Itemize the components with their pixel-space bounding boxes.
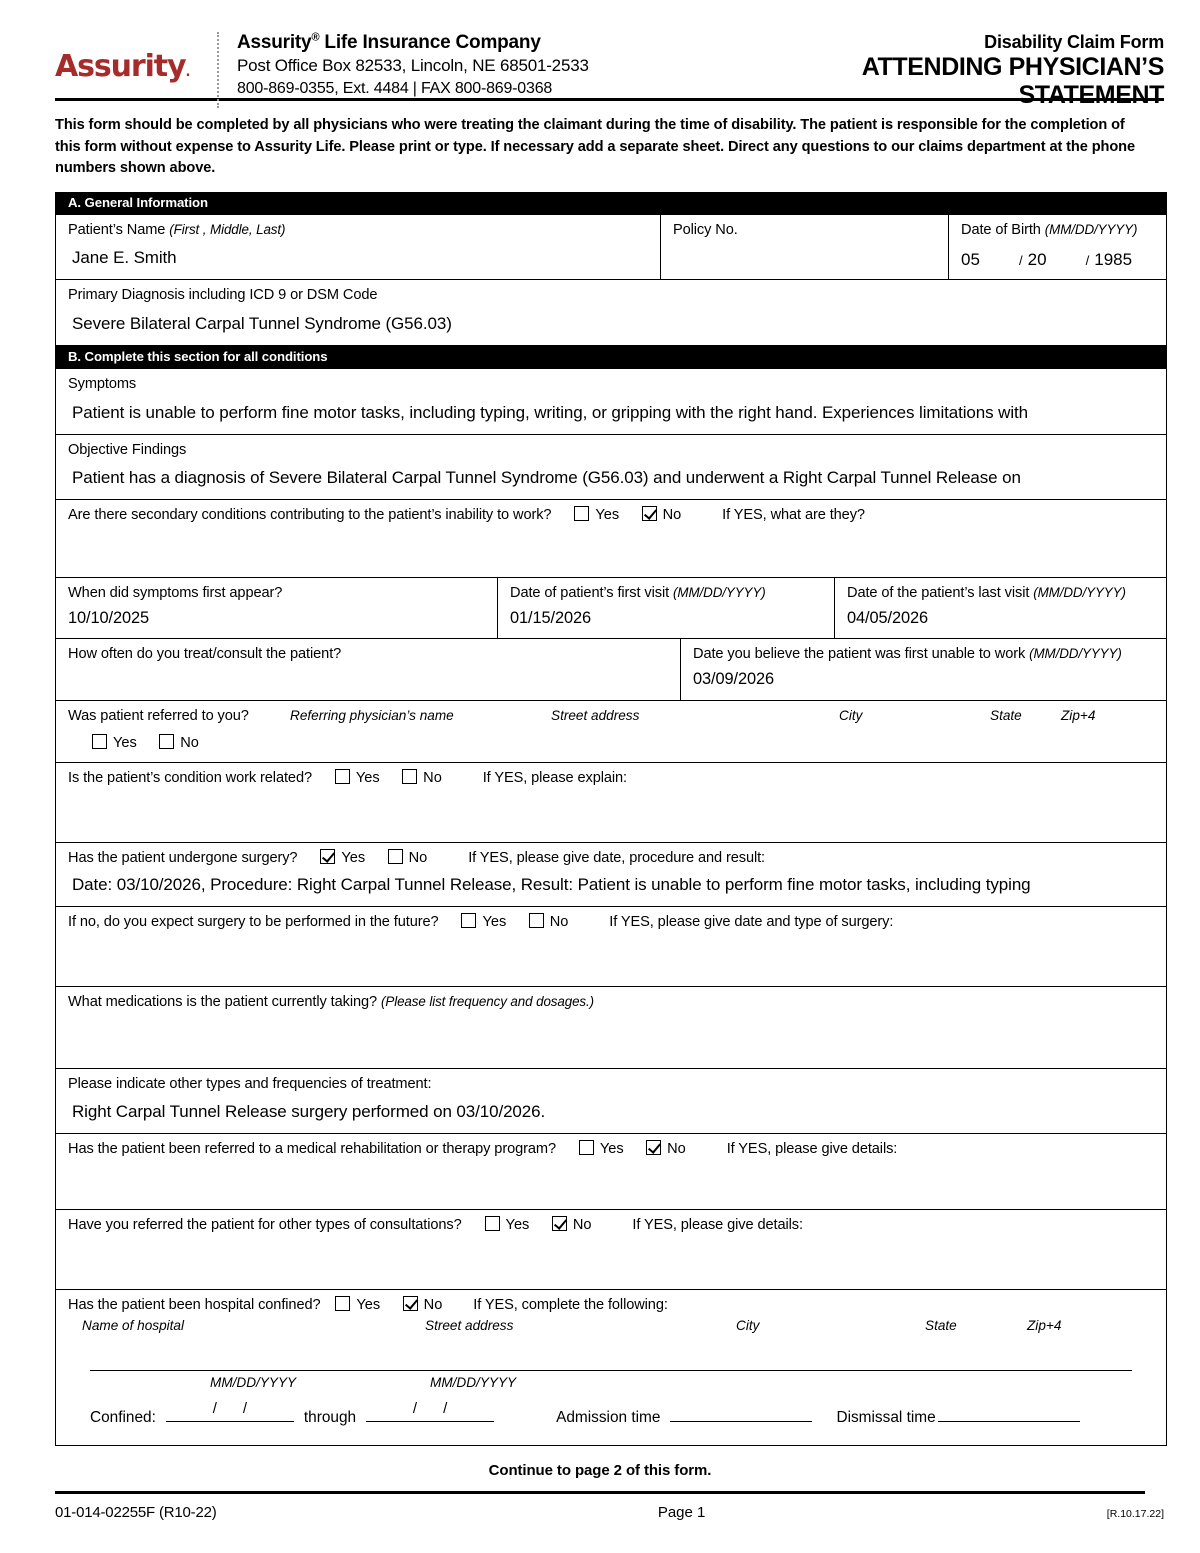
surgery-no-checkbox[interactable] (388, 849, 403, 864)
cell-consultations[interactable] (56, 1210, 1166, 1289)
admission-time-input[interactable] (670, 1403, 812, 1422)
consultations-no-label: No (572, 1217, 592, 1234)
hospital-no-label: No (423, 1297, 443, 1314)
cell-policy-no[interactable] (660, 215, 948, 280)
dismissal-time-input[interactable] (938, 1403, 1080, 1422)
secondary-no-label: No (662, 507, 682, 524)
dob-slash-1: / (1019, 253, 1023, 269)
symptoms-label: Symptoms (68, 376, 137, 393)
referred-no-checkbox[interactable] (159, 734, 174, 749)
instructions-paragraph: This form should be completed by all physicians who were treating the claimant during the time of disability. The patient is responsible for the completion of this form without expense to Assurity Life. Please print or type. If necessary add a separate sheet. Direct any questions to our claims department at the phone numbers shown above. (55, 117, 1135, 177)
company-name: Assurity (237, 32, 312, 53)
referred-no-label: No (180, 735, 199, 751)
symptoms-first-label: When did symptoms first appear? (68, 585, 283, 602)
surgery-question: Has the patient undergone surgery? (68, 850, 298, 866)
confined-from-hint: MM/DD/YYYY (210, 1375, 297, 1391)
dob-year-value: 1985 (1094, 250, 1133, 270)
footer-rule (55, 1491, 1145, 1494)
cell-how-often[interactable] (56, 639, 680, 700)
cell-other-treatment[interactable] (56, 1069, 1166, 1134)
how-often-label: How often do you treat/consult the patient? (68, 646, 342, 663)
future-surgery-followup-label: If YES, please give date and type of surgery: (609, 913, 894, 930)
through-label: through (303, 1409, 357, 1427)
form-title-block (862, 30, 1164, 110)
hospital-yes-option[interactable] (335, 1296, 382, 1313)
work-related-no-option[interactable] (402, 769, 444, 786)
row-secondary-conditions[interactable] (56, 499, 1166, 577)
hospital-street-header: Street address (425, 1318, 514, 1334)
referral-city-header: City (839, 708, 863, 723)
hospital-city-header: City (736, 1318, 760, 1334)
secondary-yes-label: Yes (595, 507, 620, 524)
row-rehab-referral[interactable] (56, 1133, 1166, 1209)
policy-no-value (673, 240, 948, 247)
rehab-no-option[interactable] (646, 1140, 688, 1157)
work-related-question: Is the patient’s condition work related? (68, 770, 312, 786)
surgery-yes-checkbox[interactable] (320, 849, 335, 864)
row-objective-findings[interactable] (56, 434, 1166, 500)
form-kicker: Disability Claim Form (984, 32, 1164, 52)
other-treatment-value: Right Carpal Tunnel Release surgery performed on 03/10/2026. (72, 1102, 546, 1122)
cell-symptoms-first-appear[interactable] (56, 578, 497, 638)
confinement-date-hints (68, 1375, 1154, 1401)
dob-month-value: 05 (961, 250, 980, 270)
cell-symptoms[interactable] (56, 369, 1166, 434)
surgery-followup-label: If YES, please give date, procedure and result: (468, 850, 766, 866)
cell-last-visit[interactable] (834, 578, 1166, 638)
future-surgery-yes-label: Yes (482, 913, 507, 930)
cell-primary-diagnosis[interactable] (56, 280, 1166, 345)
section-b-heading: B. Complete this section for all conditions (56, 345, 1166, 368)
cell-patient-name[interactable] (56, 215, 660, 280)
surgery-yes-label: Yes (341, 850, 366, 866)
confined-from-slashes: // (212, 1400, 274, 1418)
row-primary-diagnosis[interactable] (56, 279, 1166, 345)
cell-first-visit[interactable] (497, 578, 834, 638)
consultations-yes-checkbox[interactable] (485, 1216, 500, 1231)
form-table (55, 192, 1167, 1446)
work-related-yes-option[interactable] (335, 769, 382, 786)
row-visit-dates (56, 577, 1166, 638)
referral-state-header: State (990, 708, 1022, 723)
other-treatment-label: Please indicate other types and frequencies of treatment: (68, 1075, 432, 1092)
dob-hint: (MM/DD/YYYY) (1044, 221, 1138, 237)
row-patient-identity (56, 214, 1166, 280)
future-surgery-no-label: No (549, 913, 569, 930)
company-name-rest: Life Insurance Company (319, 32, 541, 53)
rehab-answer-value (68, 1158, 1166, 1165)
surgery-no-label: No (408, 850, 428, 866)
first-visit-hint: (MM/DD/YYYY) (673, 585, 766, 601)
referral-street-header: Street address (551, 708, 640, 723)
admission-time-label: Admission time (556, 1409, 661, 1427)
row-medications[interactable] (56, 986, 1166, 1068)
referred-yes-option[interactable] (92, 734, 139, 751)
hospital-zip-header: Zip+4 (1027, 1318, 1062, 1334)
confinement-dates-row (68, 1401, 1154, 1439)
dob-day-value: 20 (1027, 250, 1047, 270)
cell-work-related[interactable] (56, 763, 1166, 842)
page-footer (55, 1504, 1164, 1521)
referral-zip-header: Zip+4 (1061, 708, 1096, 723)
row-other-treatment[interactable] (56, 1068, 1166, 1134)
policy-no-label: Policy No. (673, 221, 738, 238)
symptoms-value: Patient is unable to perform fine motor tasks, including typing, writing, or gripping with the right hand. Experiences limitations with (72, 402, 1028, 422)
company-block (219, 30, 862, 99)
unable-work-label: Date you believe the patient was first unable to work (693, 646, 1026, 663)
hospital-no-option[interactable] (403, 1296, 445, 1313)
medications-label: What medications is the patient currently taking? (68, 993, 378, 1010)
form-title-line1: ATTENDING PHYSICIAN’S (861, 52, 1164, 81)
row-referral[interactable] (56, 700, 1166, 762)
referred-yes-checkbox[interactable] (92, 734, 107, 749)
hospital-no-checkbox[interactable] (403, 1296, 418, 1311)
consultations-yes-option[interactable] (485, 1216, 532, 1233)
first-visit-value: 01/15/2026 (510, 609, 592, 628)
last-visit-hint: (MM/DD/YYYY) (1033, 585, 1126, 601)
confined-to-slashes: // (412, 1400, 474, 1418)
registered-trademark-icon: ® (311, 31, 320, 44)
row-surgery[interactable] (56, 842, 1166, 906)
confined-from-input[interactable] (166, 1400, 294, 1422)
work-related-yes-label: Yes (355, 770, 380, 786)
dismissal-time-label: Dismissal time (836, 1409, 936, 1427)
diagnosis-value: Severe Bilateral Carpal Tunnel Syndrome (G56.03) (72, 314, 452, 334)
rehab-no-label: No (667, 1141, 686, 1158)
consultations-yes-label: Yes (505, 1217, 530, 1234)
objective-findings-label: Objective Findings (68, 441, 187, 458)
future-surgery-no-option[interactable] (529, 913, 571, 930)
dob-label: Date of Birth (961, 221, 1041, 238)
secondary-yes-checkbox[interactable] (574, 506, 589, 521)
surgery-no-option[interactable] (388, 849, 430, 866)
confined-to-input[interactable] (366, 1400, 494, 1422)
work-related-yes-checkbox[interactable] (335, 769, 350, 784)
future-surgery-yes-checkbox[interactable] (461, 913, 476, 928)
hospital-question: Has the patient been hospital confined? (68, 1297, 321, 1314)
last-visit-value: 04/05/2026 (847, 609, 929, 628)
section-a-heading: A. General Information (56, 192, 1166, 214)
referred-no-option[interactable] (159, 734, 201, 751)
page-number: Page 1 (657, 1504, 706, 1522)
rehab-question: Has the patient been referred to a medical rehabilitation or therapy program? (68, 1141, 556, 1158)
hospital-address-input-line[interactable] (90, 1370, 1132, 1371)
cell-first-unable-to-work[interactable] (680, 639, 1166, 700)
continue-notice: Continue to page 2 of this form. (488, 1462, 712, 1480)
referred-yes-label: Yes (113, 735, 137, 751)
page-header (0, 0, 1200, 110)
cell-hospital-confinement[interactable] (56, 1290, 1166, 1445)
patient-name-hint: (First , Middle, Last) (169, 221, 286, 237)
company-address: Post Office Box 82533, Lincoln, NE 68501-2533 (237, 56, 589, 76)
row-symptoms[interactable] (56, 368, 1166, 434)
rehab-yes-label: Yes (599, 1141, 624, 1158)
logo-registered-icon: . (185, 65, 190, 80)
medications-value (68, 1013, 1166, 1020)
work-related-followup-label: If YES, please explain: (482, 770, 627, 786)
row-consultations[interactable] (56, 1209, 1166, 1289)
cell-objective-findings[interactable] (56, 435, 1166, 500)
consultations-followup-label: If YES, please give details: (632, 1217, 803, 1234)
medications-hint: (Please list frequency and dosages.) (381, 993, 595, 1009)
symptoms-first-value: 10/10/2025 (68, 609, 150, 628)
hospital-name-header: Name of hospital (82, 1318, 185, 1334)
secondary-no-checkbox[interactable] (642, 506, 657, 521)
row-hospital-confinement[interactable] (56, 1289, 1166, 1445)
rehab-followup-label: If YES, please give details: (726, 1141, 898, 1158)
objective-findings-value: Patient has a diagnosis of Severe Bilateral Carpal Tunnel Syndrome (G56.03) and underwent a Right Carpal Tunnel Release on (72, 468, 1021, 488)
surgery-answer-value: Date: 03/10/2026, Procedure: Right Carpal Tunnel Release, Result: Patient is unable to perform fine motor tasks, including typing (72, 875, 1031, 894)
cell-surgery[interactable] (56, 843, 1166, 906)
work-related-no-label: No (423, 770, 442, 786)
how-often-value (68, 665, 680, 668)
secondary-conditions-question: Are there secondary conditions contributing to the patient’s inability to work? (68, 507, 552, 524)
row-treatment-frequency (56, 638, 1166, 700)
cell-secondary-conditions[interactable] (56, 500, 1166, 577)
cell-future-surgery[interactable] (56, 907, 1166, 986)
referred-question: Was patient referred to you? (68, 708, 249, 724)
work-related-no-checkbox[interactable] (402, 769, 417, 784)
first-visit-label: Date of patient’s first visit (510, 585, 670, 602)
hospital-yes-checkbox[interactable] (335, 1296, 350, 1311)
patient-name-value: Jane E. Smith (72, 248, 177, 268)
rehab-no-checkbox[interactable] (646, 1140, 661, 1155)
future-surgery-question: If no, do you expect surgery to be performed in the future? (68, 913, 439, 930)
hospital-column-headers (68, 1318, 1154, 1342)
consultations-question: Have you referred the patient for other types of consultations? (68, 1217, 462, 1234)
consultations-no-checkbox[interactable] (552, 1216, 567, 1231)
hospital-followup-label: If YES, complete the following: (473, 1297, 668, 1314)
secondary-followup-label: If YES, what are they? (722, 507, 865, 524)
row-work-related[interactable] (56, 762, 1166, 842)
company-phone: 800-869-0355, Ext. 4484 | FAX 800-869-0368 (237, 79, 553, 97)
future-surgery-answer-value (68, 931, 1166, 938)
future-surgery-yes-option[interactable] (461, 913, 508, 930)
form-number: 01-014-02255F (R10-22) (55, 1504, 217, 1522)
hospital-state-header: State (925, 1318, 957, 1334)
secondary-yes-option[interactable] (574, 506, 621, 523)
referring-physician-header: Referring physician’s name (290, 708, 454, 723)
secondary-no-option[interactable] (642, 506, 684, 523)
rehab-yes-option[interactable] (579, 1140, 626, 1157)
unable-work-value: 03/09/2026 (693, 669, 775, 688)
cell-medications[interactable] (56, 987, 1166, 1068)
revision-code: [R.10.17.22] (1106, 1508, 1164, 1521)
cell-date-of-birth[interactable] (948, 215, 1166, 280)
confined-label: Confined: (90, 1409, 156, 1427)
work-related-answer-value (68, 787, 1166, 794)
diagnosis-label: Primary Diagnosis including ICD 9 or DSM Code (68, 287, 378, 304)
form-title-line2: STATEMENT (1018, 81, 1164, 110)
last-visit-label: Date of the patient’s last visit (847, 585, 1030, 602)
consultations-answer-value (68, 1234, 1166, 1241)
secondary-answer-value (68, 524, 1166, 531)
patient-name-label: Patient’s Name (68, 221, 166, 238)
dob-slash-2: / (1085, 253, 1090, 269)
assurity-logo (55, 30, 205, 82)
logo-wordmark: Assurity (55, 49, 186, 84)
hospital-yes-label: Yes (356, 1297, 381, 1314)
cell-rehab-referral[interactable] (56, 1134, 1166, 1209)
rehab-yes-checkbox[interactable] (579, 1140, 594, 1155)
surgery-yes-option[interactable] (320, 849, 367, 866)
unable-work-hint: (MM/DD/YYYY) (1029, 646, 1122, 662)
future-surgery-no-checkbox[interactable] (529, 913, 544, 928)
cell-referral[interactable] (56, 701, 1166, 762)
consultations-no-option[interactable] (552, 1216, 594, 1233)
confined-to-hint: MM/DD/YYYY (430, 1375, 517, 1391)
row-future-surgery[interactable] (56, 906, 1166, 986)
